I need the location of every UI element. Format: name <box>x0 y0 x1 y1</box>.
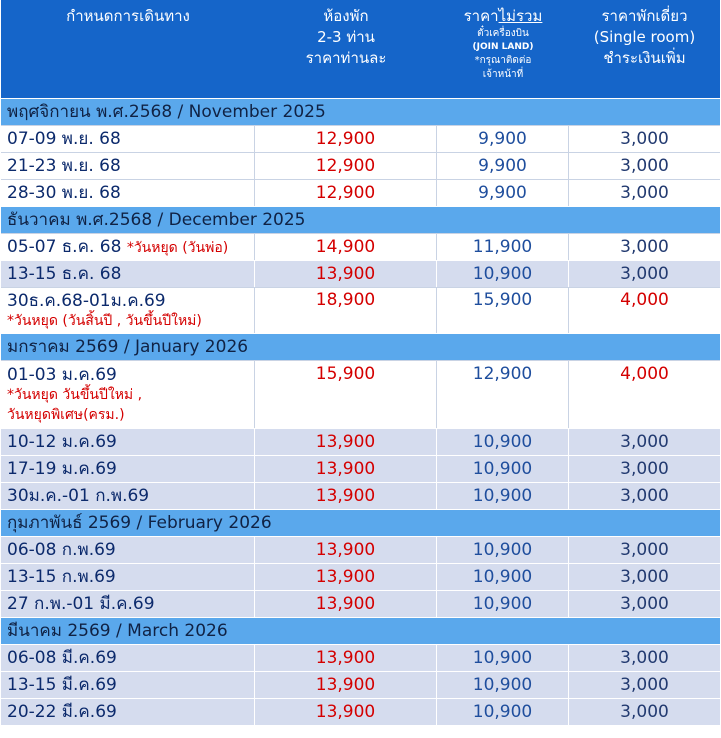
row-single-price: 3,000 <box>620 648 669 668</box>
row-price: 13,900 <box>255 483 437 509</box>
row-price: 13,900 <box>255 672 437 698</box>
row-single-price: 3,000 <box>620 594 669 614</box>
row-price: 18,900 <box>255 288 437 333</box>
row-joinland-price: 9,900 <box>437 180 569 206</box>
row-date-cell <box>1 234 255 260</box>
row-single-price: 3,000 <box>620 237 669 257</box>
table-row <box>1 233 720 260</box>
header-col2-line1: ห้องพัก <box>323 7 369 25</box>
row-single-price: 4,000 <box>620 364 669 384</box>
header-joinland-price <box>437 0 569 98</box>
row-joinland-price: 10,900 <box>437 429 569 455</box>
table-row <box>1 698 720 725</box>
row-date: 01-03 ม.ค.69 <box>7 365 117 385</box>
row-date: 28-30 พ.ย. 68 <box>1 180 255 206</box>
row-single-price: 3,000 <box>620 432 669 452</box>
header-col2-line3: ราคาท่านละ <box>305 49 387 67</box>
row-date: 27 ก.พ.-01 มี.ค.69 <box>1 591 255 617</box>
row-holiday-note-2: วันหยุดพิเศษ(ครม.) <box>7 407 125 423</box>
row-price: 13,900 <box>255 456 437 482</box>
row-joinland-price: 10,900 <box>437 645 569 671</box>
table-row <box>1 671 720 698</box>
table-row <box>1 260 720 287</box>
row-joinland-price: 10,900 <box>437 591 569 617</box>
row-joinland-price: 10,900 <box>437 537 569 563</box>
row-date: 06-08 ก.พ.69 <box>1 537 255 563</box>
row-joinland-price: 10,900 <box>437 672 569 698</box>
header-single-room <box>569 0 720 98</box>
row-price: 13,900 <box>255 261 437 287</box>
row-price: 13,900 <box>255 645 437 671</box>
row-date: 05-07 ธ.ค. 68 <box>7 237 122 257</box>
row-price: 14,900 <box>255 234 437 260</box>
price-table <box>1 0 720 725</box>
row-joinland-price: 10,900 <box>437 261 569 287</box>
row-price: 15,900 <box>255 361 437 428</box>
row-single-price: 3,000 <box>620 183 669 203</box>
header-travel-dates <box>1 0 255 98</box>
row-single-price: 3,000 <box>620 264 669 284</box>
row-date: 13-15 ธ.ค. 68 <box>1 261 255 287</box>
table-row <box>1 644 720 671</box>
row-date: 30ธ.ค.68-01ม.ค.69 <box>7 291 166 311</box>
header-col3-prefix: ราคา <box>463 7 499 25</box>
row-price: 12,900 <box>255 153 437 179</box>
header-room-price <box>255 0 437 98</box>
header-col3-line4: *กรุณาติดต่อ <box>474 55 532 66</box>
header-col3-underlined: ไม่รวม <box>498 7 543 25</box>
table-row <box>1 590 720 617</box>
row-single-price: 3,000 <box>620 156 669 176</box>
table-header <box>1 0 720 98</box>
row-joinland-price: 10,900 <box>437 483 569 509</box>
row-date: 07-09 พ.ย. 68 <box>1 126 255 152</box>
row-single-price: 4,000 <box>620 290 669 310</box>
row-holiday-note: *วันหยุด (วันพ่อ) <box>126 240 229 256</box>
table-row <box>1 428 720 455</box>
row-price: 13,900 <box>255 699 437 725</box>
row-single-price: 3,000 <box>620 540 669 560</box>
table-row <box>1 360 720 428</box>
row-single-price: 3,000 <box>620 675 669 695</box>
row-price: 12,900 <box>255 180 437 206</box>
table-row <box>1 536 720 563</box>
row-joinland-price: 10,900 <box>437 564 569 590</box>
row-price: 13,900 <box>255 591 437 617</box>
header-col1-label: กำหนดการเดินทาง <box>66 7 190 25</box>
row-joinland-price: 11,900 <box>437 234 569 260</box>
row-price: 12,900 <box>255 126 437 152</box>
row-date-cell <box>1 288 255 333</box>
header-col3-line5: เจ้าหน้าที่ <box>482 69 524 80</box>
header-col3-line2: ตั๋วเครื่องบิน <box>477 28 529 39</box>
row-date: 06-08 มี.ค.69 <box>1 645 255 671</box>
row-holiday-note: *วันหยุด วันขึ้นปีใหม่ , <box>7 387 143 403</box>
row-price: 13,900 <box>255 537 437 563</box>
header-col4-line3: ชำระเงินเพิ่ม <box>603 49 686 67</box>
row-price: 13,900 <box>255 564 437 590</box>
table-row <box>1 455 720 482</box>
table-row <box>1 287 720 333</box>
row-joinland-price: 9,900 <box>437 126 569 152</box>
table-row <box>1 482 720 509</box>
row-joinland-price: 10,900 <box>437 456 569 482</box>
row-date: 13-15 มี.ค.69 <box>1 672 255 698</box>
section-title-march: มีนาคม 2569 / March 2026 <box>1 617 720 644</box>
header-col4-line1: ราคาพักเดี่ยว <box>601 7 688 25</box>
row-holiday-note: *วันหยุด (วันสิ้นปี , วันขึ้นปีใหม่) <box>7 313 202 329</box>
row-joinland-price: 9,900 <box>437 153 569 179</box>
row-date: 10-12 ม.ค.69 <box>1 429 255 455</box>
row-date-cell <box>1 361 255 428</box>
row-price: 13,900 <box>255 429 437 455</box>
table-row <box>1 179 720 206</box>
row-single-price: 3,000 <box>620 702 669 722</box>
row-joinland-price: 15,900 <box>437 288 569 333</box>
section-title-november: พฤศจิกายน พ.ศ.2568 / November 2025 <box>1 98 720 125</box>
row-joinland-price: 10,900 <box>437 699 569 725</box>
section-title-february: กุมภาพันธ์ 2569 / February 2026 <box>1 509 720 536</box>
row-date: 20-22 มี.ค.69 <box>1 699 255 725</box>
section-title-january: มกราคม 2569 / January 2026 <box>1 333 720 360</box>
row-single-price: 3,000 <box>620 459 669 479</box>
table-row <box>1 152 720 179</box>
header-col3-line1 <box>437 6 569 27</box>
table-row <box>1 563 720 590</box>
row-date: 21-23 พ.ย. 68 <box>1 153 255 179</box>
row-single-price: 3,000 <box>620 567 669 587</box>
row-single-price: 3,000 <box>620 129 669 149</box>
section-title-december: ธันวาคม พ.ศ.2568 / December 2025 <box>1 206 720 233</box>
table-row <box>1 125 720 152</box>
row-date: 30ม.ค.-01 ก.พ.69 <box>1 483 255 509</box>
header-col4-line2: (Single room) <box>593 28 696 46</box>
row-single-price: 3,000 <box>620 486 669 506</box>
row-date: 17-19 ม.ค.69 <box>1 456 255 482</box>
row-date: 13-15 ก.พ.69 <box>1 564 255 590</box>
header-col2-line2: 2-3 ท่าน <box>317 28 375 46</box>
row-joinland-price: 12,900 <box>437 361 569 428</box>
header-col3-line3: (JOIN LAND) <box>472 42 534 52</box>
